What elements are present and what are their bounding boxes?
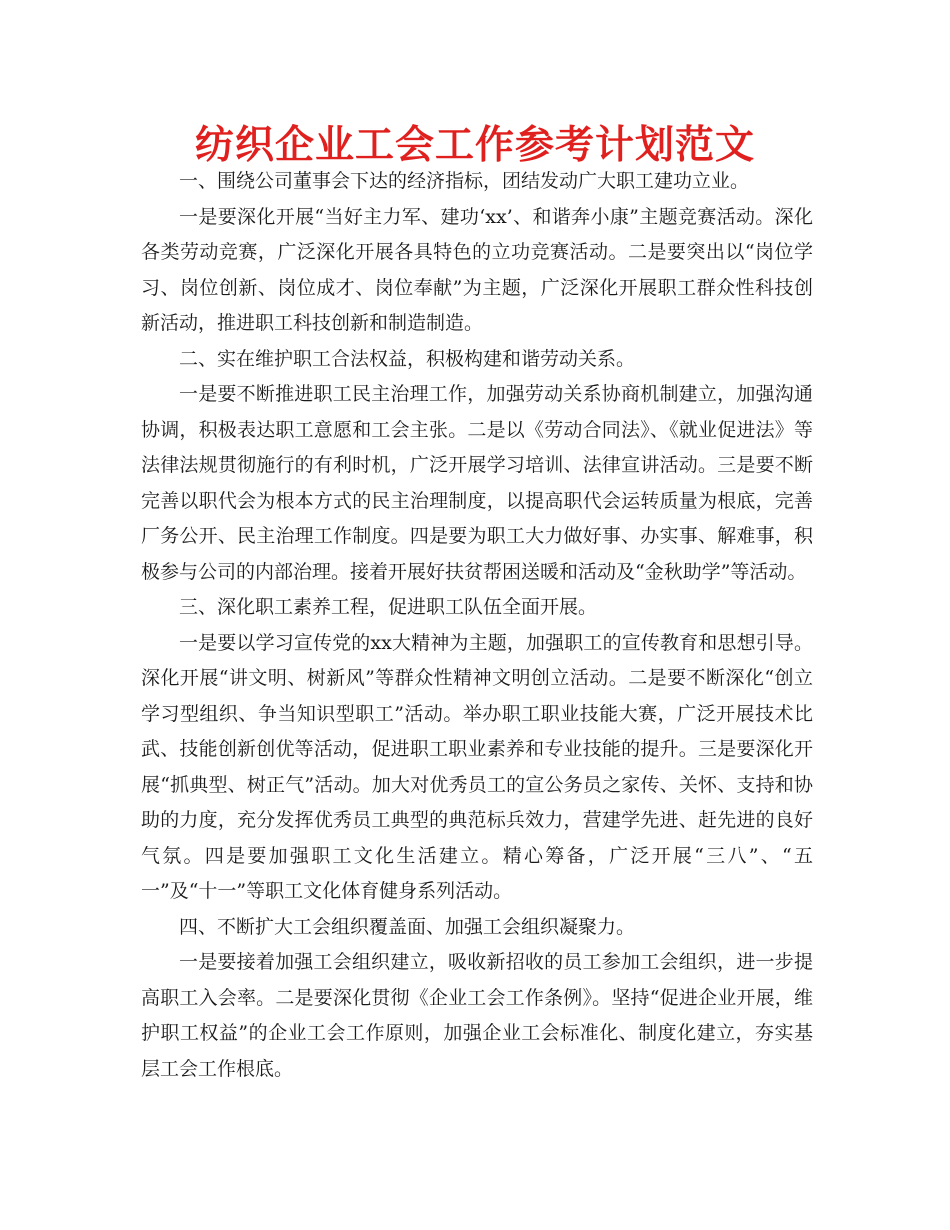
section-heading-2: 二、实在维护职工合法权益，积极构建和谐劳动关系。 (179, 347, 636, 370)
paragraph: 一是要不断推进职工民主治理工作，加强劳动关系协商机制建立，加强沟通协调，积极表达职工意愿和工会主张。二是以《劳动合同法》、《就业促进法》等法律法规贯彻施行的有利时机，广泛开展学习培训、法律宣讲活动。三是要不断完善以职代会为根本方式的民主治理制度，以提高职代会运转质量为根底，完善厂务公开、民主治理工作制度。四是要为职工大力做好事、办实事、解难事，积极参与公司的内部治理。接着开展好扶贫帮困送暖和活动及“金秋助学”等活动。 (141, 383, 813, 583)
document-body (141, 164, 813, 1087)
section-heading-4: 四、不断扩大工会组织覆盖面、加强工会组织凝聚力。 (179, 915, 636, 938)
section-heading-1: 一、围绕公司董事会下达的经济指标，团结发动广大职工建功立业。 (179, 170, 750, 192)
section-heading-3: 三、深化职工素养工程，促进职工队伍全面开展。 (179, 596, 598, 618)
paragraph: 一是要以学习宣传党的xx大精神为主题，加强职工的宣传教育和思想引导。深化开展“讲文明、树新风”等群众性精神文明创立活动。二是要不断深化“创立学习型组织、争当知识型职工”活动。举办职工职业技能大赛，广泛开展技术比武、技能创新创优等活动，促进职工职业素养和专业技能的提升。三是要深化开展“抓典型、树正气”活动。加大对优秀员工的宣公务员之家传、关怀、支持和协助的力度，充分发挥优秀员工典型的典范标兵效力，营建学先进、赶先进的良好气氛。四是要加强职工文化生活建立。精心筹备，广泛开展“三八”、“五一”及“十一”等职工文化体育健身系列活动。 (141, 631, 813, 902)
paragraph: 一是要深化开展“当好主力军、建功‘xx’、和谐奔小康”主题竞赛活动。深化各类劳动竞赛，广泛深化开展各具特色的立功竞赛活动。二是要突出以“岗位学习、岗位创新、岗位成才、岗位奉献”为主题，广泛深化开展职工群众性科技创新活动，推进职工科技创新和制造制造。 (141, 205, 813, 334)
paragraph: 一是要接着加强工会组织建立，吸收新招收的员工参加工会组织，进一步提高职工入会率。二是要深化贯彻《企业工会工作条例》。坚持“促进企业开展，维护职工权益”的企业工会工作原则，加强企业工会标准化、制度化建立，夯实基层工会工作根底。 (141, 951, 813, 1080)
document-title: 纺织企业工会工作参考计划范文 (194, 123, 755, 168)
